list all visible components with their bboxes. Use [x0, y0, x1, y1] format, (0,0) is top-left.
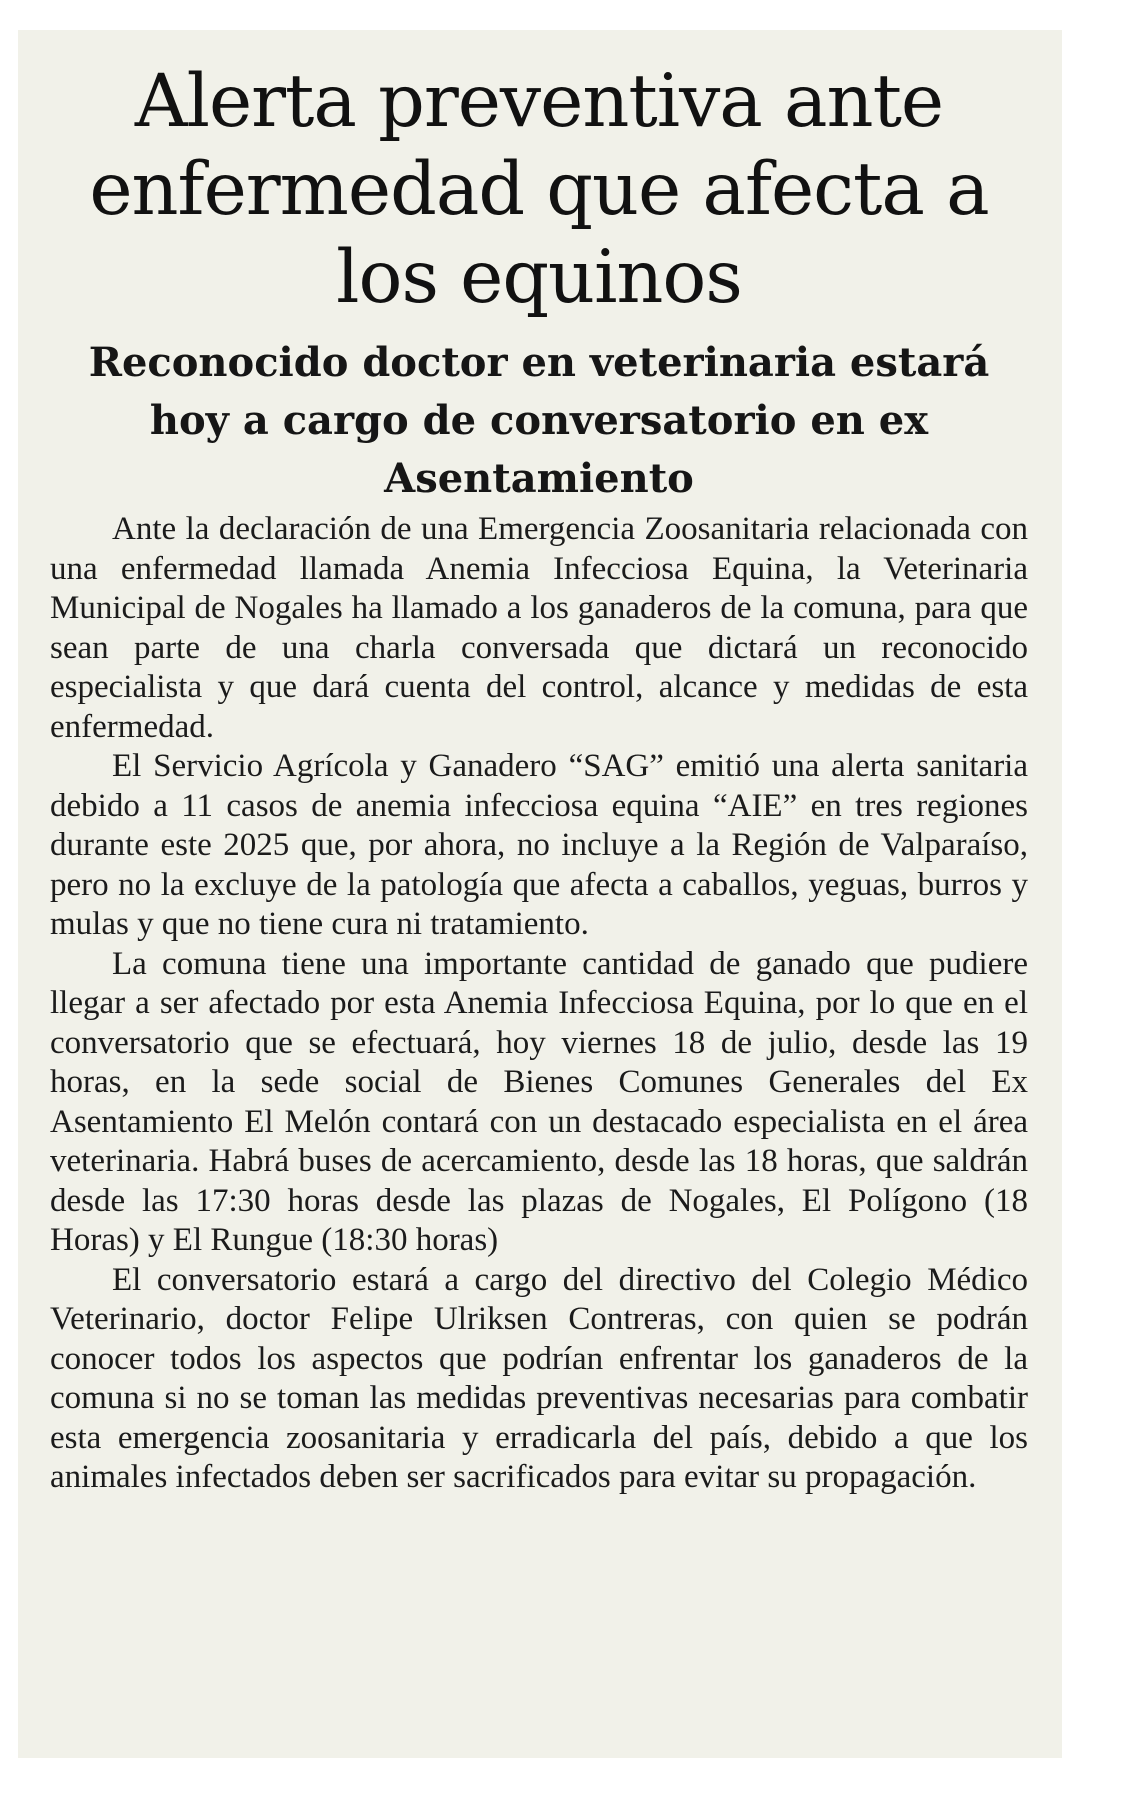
- news-clipping: [18, 30, 1062, 1758]
- paragraph: El conversatorio estará a cargo del directivo del Colegio Médico Veterinario, doctor Felipe Ulriksen Contreras, con quien se podrán conocer todos los aspectos que podrían enfrentar los ganaderos de la comuna si no se toman las medidas preventivas necesarias para combatir esta emergencia zoosanitaria y erradicarla del país, debido a que los animales infectados deben ser sacrificados para evitar su propagación.: [50, 1261, 1028, 1495]
- subheadline: Reconocido doctor en veterinaria estará hoy a cargo de conversatorio en ex Asentamiento: [88, 339, 990, 502]
- paragraph: El Servicio Agrícola y Ganadero “SAG” emitió una alerta sanitaria debido a 11 casos de anemia infecciosa equina “AIE” en tres regiones durante este 2025 que, por ahora, no incluye a la Región de Valparaíso, pero no la excluye de la patología que afecta a caballos, yeguas, burros y mulas y que no tiene cura ni tratamiento.: [50, 748, 1028, 942]
- paragraph: Ante la declaración de una Emergencia Zoosanitaria relacionada con una enfermedad llamada Anemia Infecciosa Equina, la Veterinaria Municipal de Nogales ha llamado a los ganaderos de la comuna, para que sean parte de una charla conversada que dictará un reconocido especialista y que dará cuenta del control, alcance y medidas de esta enfermedad.: [50, 511, 1028, 745]
- paragraph: La comuna tiene una importante cantidad de ganado que pudiere llegar a ser afectado por esta Anemia Infecciosa Equina, por lo que en el conversatorio que se efectuará, hoy viernes 18 de julio, desde las 19 horas, en la sede social de Bienes Comunes Generales del Ex Asentamiento El Melón contará con un destacado especialista en el área veterinaria. Habrá buses de acercamiento, desde las 18 horas, que saldrán desde las 17:30 horas desde las plazas de Nogales, El Polígono (18 Horas) y El Rungue (18:30 horas): [50, 945, 1028, 1258]
- article-body: [50, 510, 1028, 1498]
- headline: Alerta preventiva ante enfermedad que afecta a los equinos: [89, 59, 989, 320]
